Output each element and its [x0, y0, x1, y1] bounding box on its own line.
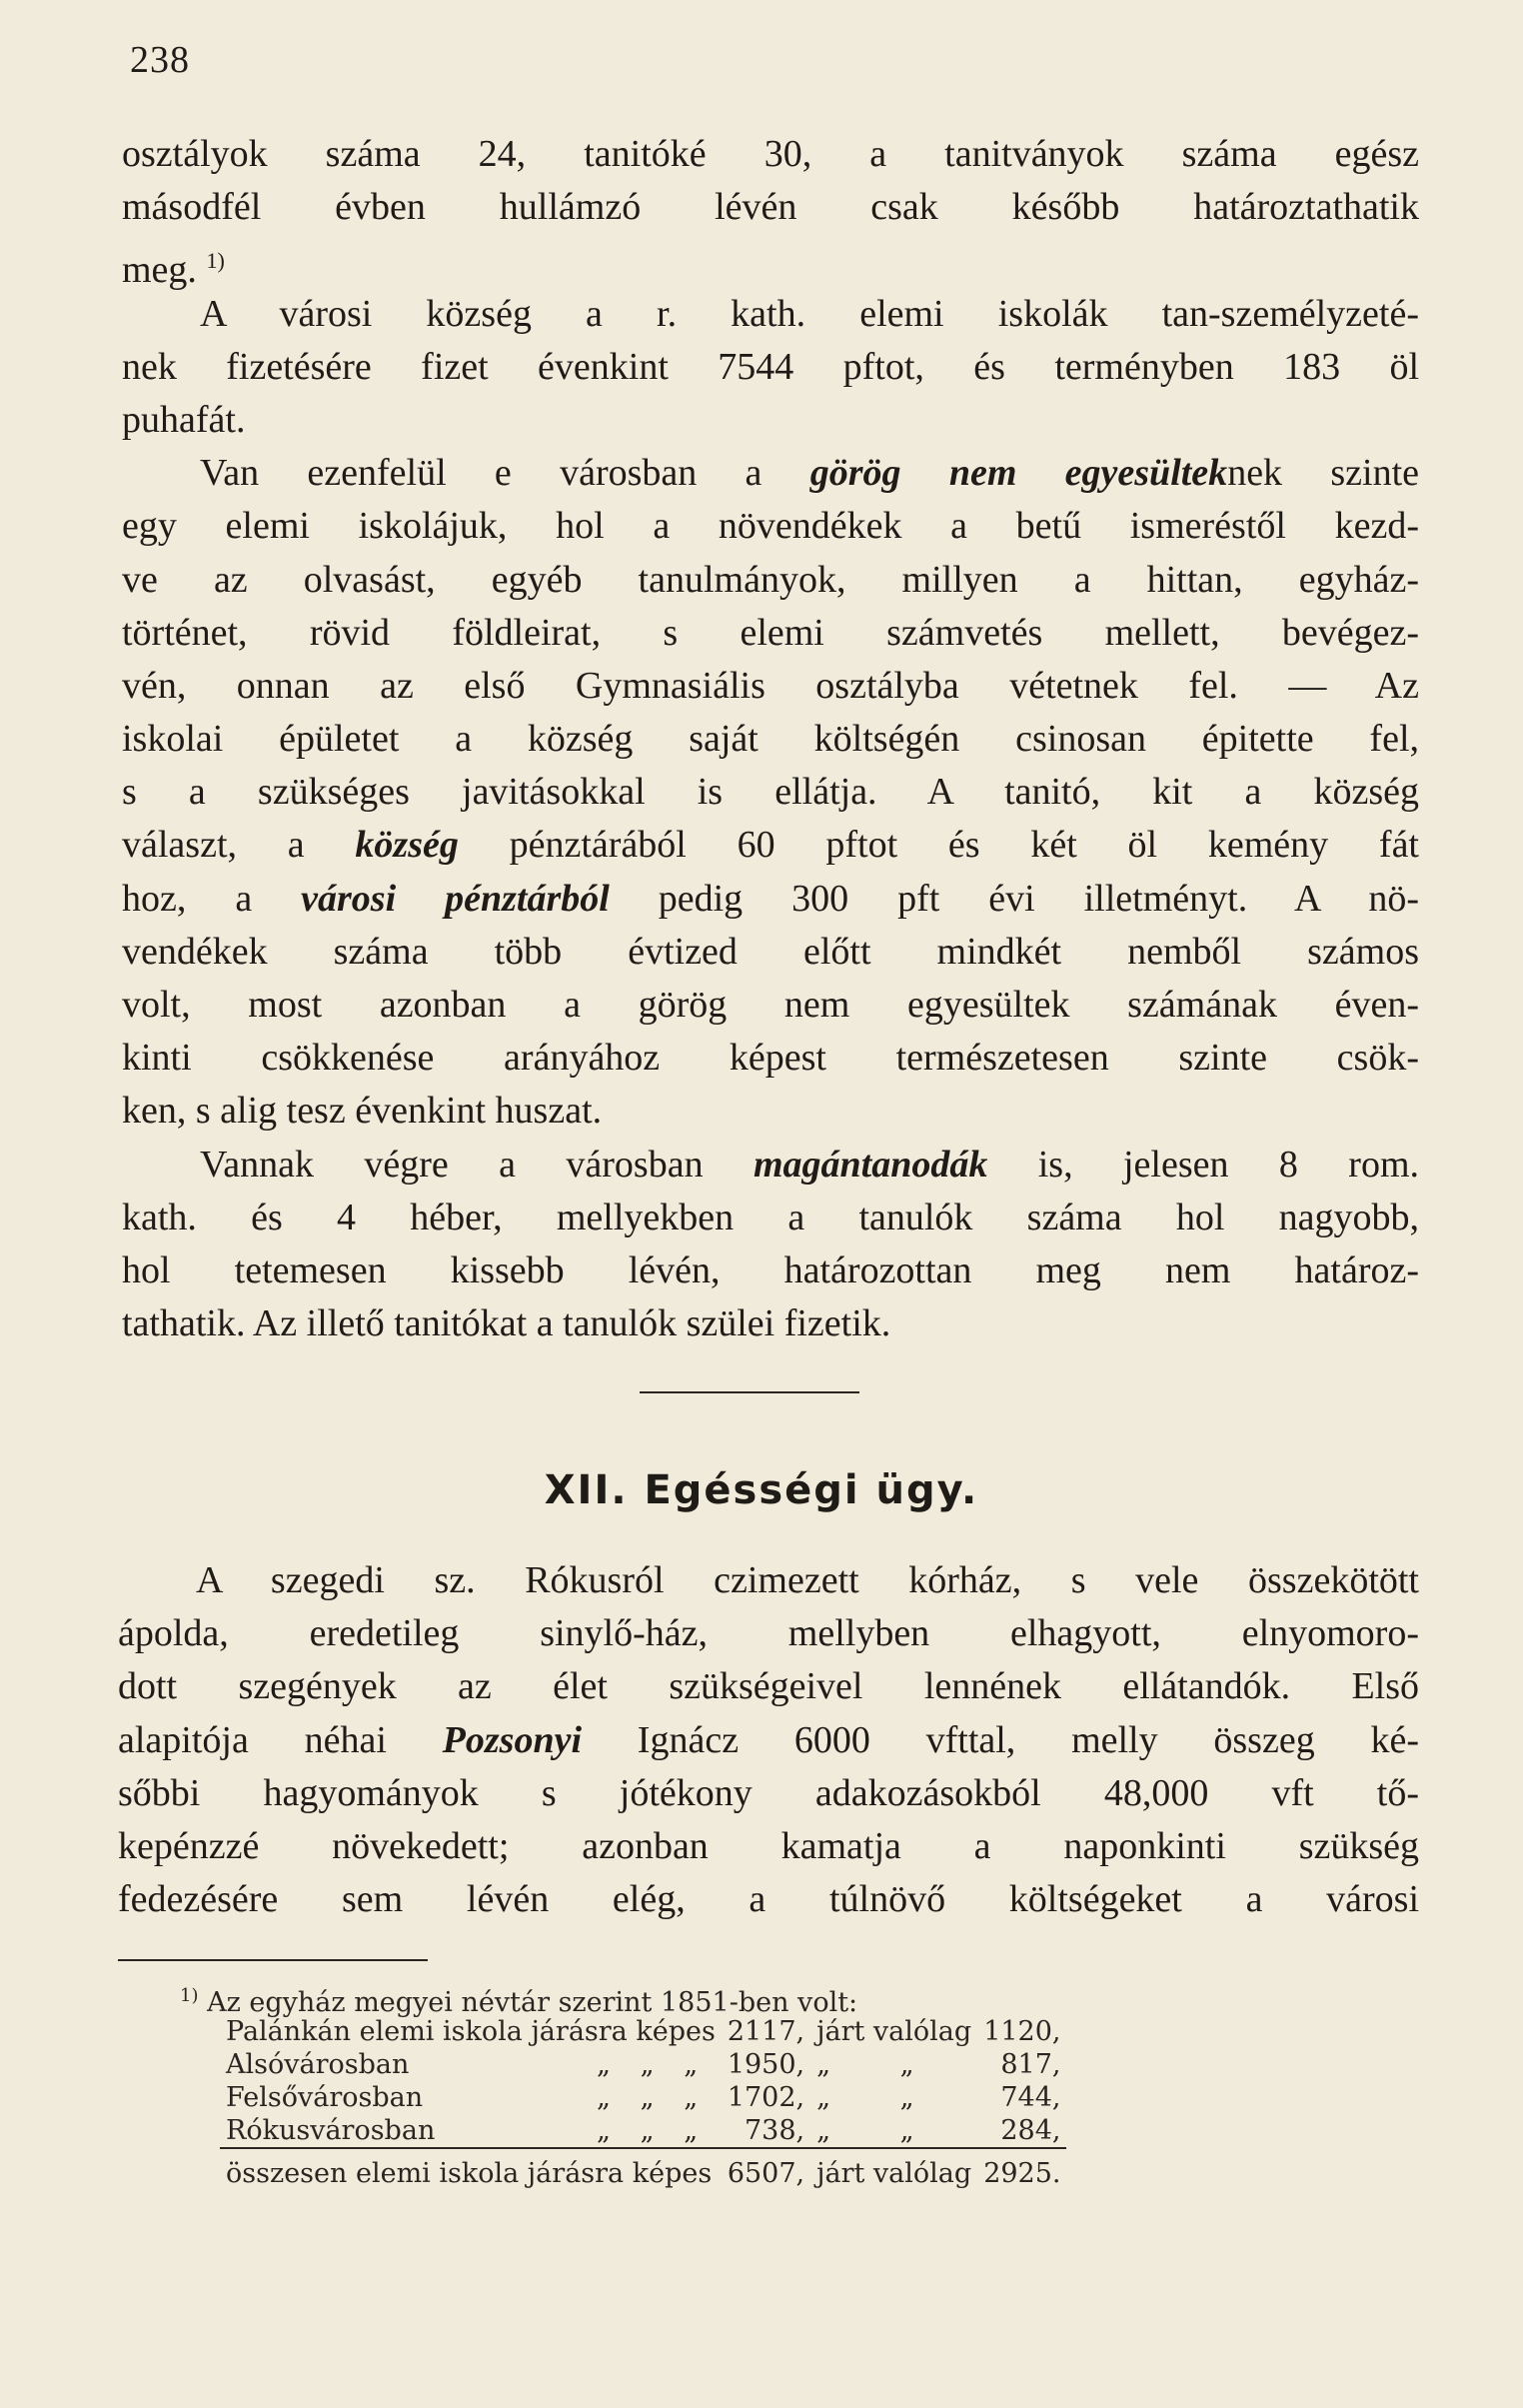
ditto-mark: „ — [635, 2114, 679, 2148]
ditto-mark: „ — [597, 2049, 612, 2080]
emphasis: városi pénztárból — [301, 877, 610, 920]
table-cell: Alsóvárosban — [226, 2049, 410, 2080]
section-divider — [640, 1391, 859, 1393]
text-line: iskolai épületet a község saját költségén csinosan épitette fel, — [122, 718, 1419, 761]
text-line: ápolda, eredetileg sinylő-ház, mellyben elhagyott, elnyomoro- — [118, 1612, 1419, 1655]
table-cell: 284, — [977, 2114, 1066, 2148]
ditto-mark: „ — [640, 2082, 655, 2113]
text-line: puhafát. — [122, 398, 246, 441]
main-text — [122, 128, 1419, 1350]
emphasis: Pozsonyi — [442, 1718, 583, 1761]
text-line: sőbbi hagyományok s jótékony adakozásokból 48,000 vft tő- — [118, 1771, 1419, 1814]
section-text — [118, 1554, 1419, 1926]
text-line: Vannak végre a városban magántanodák is, jelesen 8 rom. — [200, 1143, 1419, 1186]
table-cell: Palánkán elemi iskola járásra képes — [226, 2016, 716, 2047]
footnote-divider — [118, 1959, 428, 1961]
text-line: hoz, a városi pénztárból pedig 300 pft évi illetményt. A nö- — [122, 877, 1419, 920]
text-line: s a szükséges javitásokkal is ellátja. A tanitó, kit a község — [122, 771, 1419, 814]
text-line: alapitója néhai Pozsonyi Ignácz 6000 vfttal, melly összeg ké- — [118, 1718, 1419, 1761]
section-heading: XII. Egésségi ügy. — [544, 1467, 979, 1513]
table-cell: járt valólag — [816, 2158, 972, 2189]
text-line: tathatik. Az illető tanitókat a tanulók szülei fizetik. — [122, 1302, 891, 1345]
text-line: kath. és 4 héber, mellyekben a tanulók száma hol nagyobb, — [122, 1196, 1419, 1238]
text-line: másodfél évben hullámzó lévén csak később határoztathatik — [122, 186, 1419, 229]
page-number: 238 — [130, 39, 190, 81]
text-line: volt, most azonban a görög nem egyesültek számának éven- — [122, 984, 1419, 1026]
text-line: választ, a község pénztárából 60 pftot és két öl kemény fát — [122, 824, 1419, 867]
footnote — [180, 1977, 1066, 2190]
table-cell: 738, — [722, 2114, 810, 2148]
table-row — [220, 2114, 1066, 2148]
text-line: osztályok száma 24, tanitóké 30, a tanitványok száma egész — [122, 133, 1419, 175]
ditto-mark: „ — [684, 2082, 699, 2113]
table-row — [220, 2015, 1066, 2048]
table-cell: 1120, — [983, 2016, 1061, 2047]
footnote-marker: 1) — [180, 1985, 199, 2006]
ditto-mark: „ — [678, 2114, 722, 2148]
text-line: vén, onnan az első Gymnasiális osztályba vétetnek fel. — Az — [122, 664, 1419, 707]
ditto-mark: „ — [894, 2114, 978, 2148]
footnote-marker[interactable]: 1) — [206, 248, 225, 274]
table-cell: 817, — [1000, 2049, 1061, 2080]
table-cell: összesen elemi iskola járásra képes — [226, 2158, 713, 2189]
ditto-mark: „ — [597, 2082, 612, 2113]
text-line: vendékek száma több évtized előtt mindkét nemből számos — [122, 930, 1419, 973]
text-line: fedezésére sem lévén elég, a túlnövő költségeket a városi — [118, 1878, 1419, 1921]
text-line: kinti csökkenése arányához képest természetesen szinte csök- — [122, 1037, 1419, 1080]
text-line: egy elemi iskolájuk, hol a növendékek a betű ismeréstől kezd- — [122, 505, 1419, 548]
table-cell: Rókusvárosban — [220, 2114, 591, 2148]
text-line: A szegedi sz. Rókusról czimezett kórház, s vele összekötött — [196, 1559, 1419, 1601]
ditto-mark: „ — [899, 2049, 914, 2080]
table-total-row — [220, 2148, 1066, 2190]
ditto-mark: „ — [640, 2049, 655, 2080]
ditto-mark: „ — [899, 2082, 914, 2113]
text-line: meg. $^{1)}$ — [122, 248, 225, 292]
text-line: A városi község a r. kath. elemi iskolák tan-személyzeté- — [200, 292, 1419, 335]
table-cell: Felsővárosban — [226, 2082, 424, 2113]
text-line: kepénzzé növekedett; azonban kamatja a naponkinti szükség — [118, 1824, 1419, 1867]
table-cell: 744, — [1000, 2082, 1061, 2113]
emphasis: görög nem egyesültek — [809, 452, 1228, 495]
footnote-table — [220, 2015, 1066, 2190]
table-cell: 1702, — [727, 2082, 805, 2113]
ditto-mark: „ — [810, 2114, 894, 2148]
table-cell: 6507, — [727, 2158, 805, 2189]
table-cell: 2925. — [983, 2158, 1061, 2189]
table-cell: járt valólag — [816, 2016, 972, 2047]
emphasis: község — [355, 824, 459, 867]
text-line: nek fizetésére fizet évenkint 7544 pftot, és terményben 183 öl — [122, 345, 1419, 388]
table-cell: 2117, — [727, 2016, 805, 2047]
table-cell: 1950, — [727, 2049, 805, 2080]
ditto-mark: „ — [591, 2114, 635, 2148]
table-row — [220, 2048, 1066, 2081]
text-line: ve az olvasást, egyéb tanulmányok, millyen a hittan, egyház- — [122, 558, 1419, 601]
text-line: Van ezenfelül e városban a görög nem egyesülteknek szinte — [200, 452, 1419, 495]
ditto-mark: „ — [684, 2049, 699, 2080]
table-row — [220, 2081, 1066, 2114]
footnote-intro: $^{1)}$ Az egyház megyei névtár szerint 1851-ben volt: — [180, 1985, 858, 2018]
emphasis: magántanodák — [753, 1143, 988, 1186]
ditto-mark: „ — [816, 2049, 831, 2080]
text-line: ken, s alig tesz évenkint huszat. — [122, 1090, 603, 1133]
text-line: történet, rövid földleirat, s elemi számvetés mellett, bevégez- — [122, 611, 1419, 654]
text-line: dott szegények az élet szükségeivel lennének ellátandók. Első — [118, 1665, 1419, 1708]
ditto-mark: „ — [816, 2082, 831, 2113]
text-line: hol tetemesen kissebb lévén, határozottan meg nem határoz- — [122, 1248, 1419, 1291]
